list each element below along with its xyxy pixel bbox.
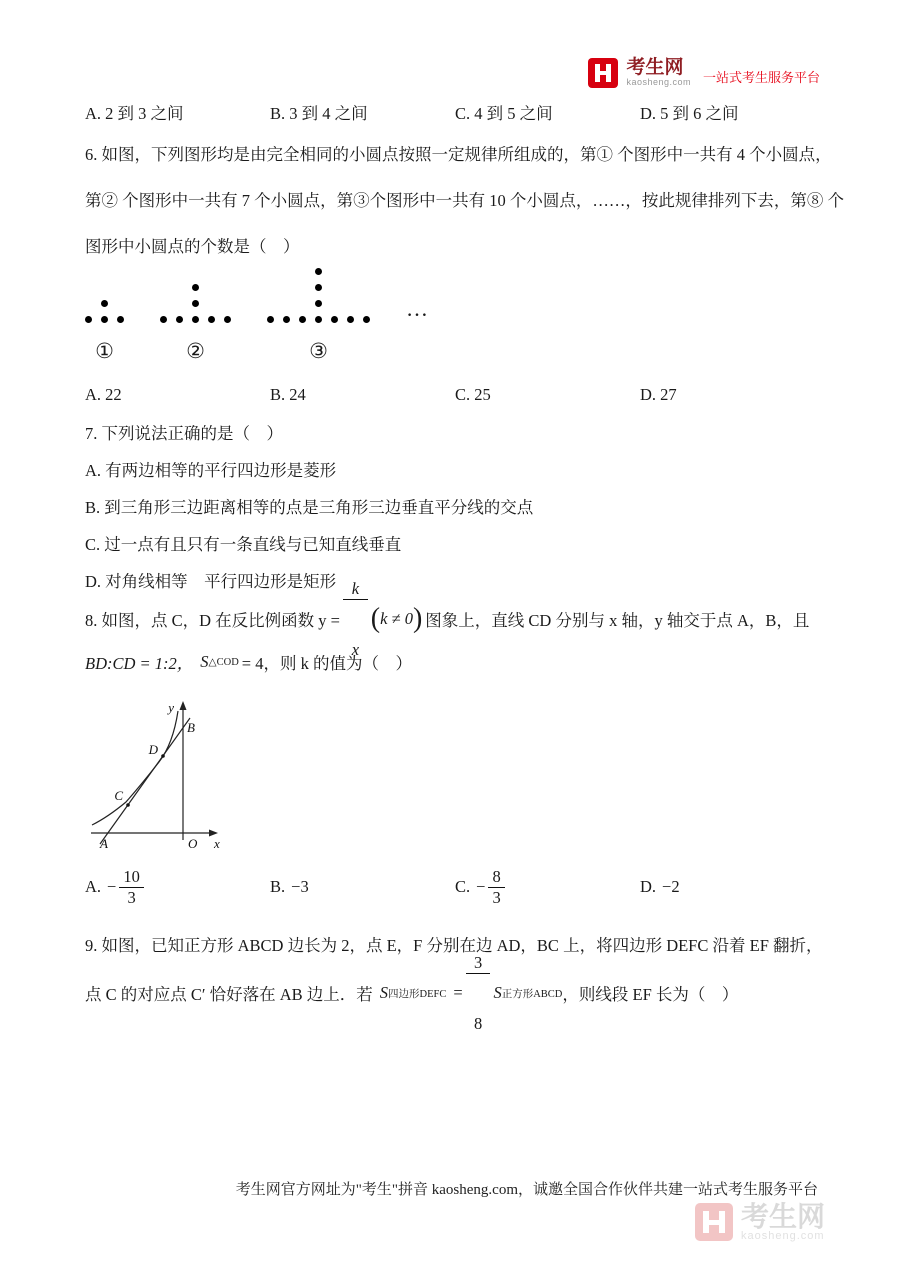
q7-option-c: C. 过一点有且只有一条直线与已知直线垂直: [85, 535, 402, 554]
dot-column: [101, 300, 108, 307]
option-value: −2: [662, 877, 680, 896]
option-label: A.: [85, 877, 102, 896]
kaosheng-logo: [588, 58, 820, 88]
dot-icon: [315, 300, 322, 307]
hyperbola-curve: [92, 711, 178, 825]
q8-stem-line2: [85, 645, 845, 679]
q6-figure-label: ③: [309, 339, 328, 363]
y-axis-arrow: [180, 701, 187, 710]
fraction-numerator: 10: [119, 867, 144, 888]
coordinate-plane: [88, 698, 228, 856]
q8-graph-figure: [88, 698, 228, 861]
option-label: D.: [640, 877, 657, 896]
footer-watermark-logo: [695, 1202, 825, 1243]
q8-option-d: [640, 862, 825, 912]
fraction-denominator: 8: [473, 1013, 483, 1033]
watermark-brand: 考生网: [740, 1201, 825, 1232]
point-D-label: D: [148, 742, 158, 757]
x-axis-label: x: [214, 836, 220, 851]
dot-icon: [315, 284, 322, 291]
footer-text: 考生网官方网址为"考生"拼音 kaosheng.com，诚邀全国合作伙伴共建一站式考生服务平台: [235, 1182, 818, 1198]
q8-stem1-pre: 8. 如图，点 C，D 在反比例函数 y =: [85, 611, 340, 630]
watermark-text: [741, 1202, 825, 1243]
dot-column: [315, 268, 322, 307]
q6-stem-line3: 图形中小圆点的个数是（ ）: [85, 237, 300, 256]
logo-bar: [595, 71, 611, 75]
point-C: [126, 803, 130, 807]
area-symbol: S: [493, 983, 502, 1002]
q8-ratio: BD:CD = 1:2，: [85, 654, 194, 673]
dot-icon: [208, 316, 215, 323]
q9-stem-line2: [85, 952, 845, 1033]
q6-option-c: C. 25: [455, 385, 491, 404]
q6-figure-label: ①: [95, 339, 114, 363]
dot-icon: [192, 300, 199, 307]
dot-icon: [331, 316, 338, 323]
q9-stem2-pre: 点 C 的对应点 C′ 恰好落在 AB 边上．若: [85, 985, 373, 1004]
origin-label: O: [188, 836, 198, 851]
option-label: B.: [270, 877, 286, 896]
minus-sign: −: [107, 877, 117, 896]
q6-option-b: B. 24: [270, 385, 306, 404]
fraction-10-over-3: [119, 867, 144, 908]
area-subscript-DEFC: 四边形DEFC: [388, 988, 447, 1000]
line-through-CD: [100, 718, 190, 844]
q7-option-d: D. 对角线相等 平行四边形是矩形: [85, 572, 337, 591]
dot-icon: [283, 316, 290, 323]
q8-stem2-post: = 4，则 k 的值为（ ）: [241, 654, 412, 673]
q5-option-d: D. 5 到 6 之间: [640, 104, 739, 123]
dot-icon: [101, 300, 108, 307]
point-C-label: C: [114, 788, 123, 803]
q6-dot-group: [267, 268, 370, 364]
fraction-denominator: 3: [492, 887, 501, 907]
area-symbol: S: [200, 652, 209, 671]
q7-option-b: B. 到三角形三边距离相等的点是三角形三边垂直平分线的交点: [85, 498, 534, 517]
watermark-logo-bar: [703, 1220, 725, 1225]
q6-stem-line2: 第② 个图形中一共有 7 个小圆点，第③个图形中一共有 10 个小圆点，……，按此规律排列下去，第⑧ 个: [85, 191, 844, 210]
option-label: C.: [455, 877, 471, 896]
brand-domain: kaosheng.com: [626, 77, 691, 88]
q8-option-a: [85, 862, 270, 912]
point-A-label: A: [100, 836, 108, 851]
q6-figure-label: ②: [186, 339, 205, 363]
fraction-8-over-3: [488, 867, 504, 908]
q6-figure-ellipsis: …: [406, 296, 430, 321]
watermark-logo-icon: [695, 1203, 733, 1241]
dot-icon: [160, 316, 167, 323]
q7-stem: 7. 下列说法正确的是（ ）: [85, 424, 283, 443]
dot-icon: [315, 268, 322, 275]
q7-block: [85, 415, 845, 600]
paren-open: (: [370, 603, 381, 634]
q5-options-row: [85, 100, 845, 124]
q6-options-row: [85, 385, 845, 405]
option-value: −3: [291, 877, 309, 896]
q6-option-d: D. 27: [640, 385, 677, 404]
q9-stem-line1: 9. 如图，已知正方形 ABCD 边长为 2，点 E，F 分别在边 AD，BC 上，将四边形 DEFC 沿着 EF 翻折，: [85, 936, 823, 955]
q6-dot-group: [160, 284, 231, 364]
area-symbol: S: [379, 983, 389, 1002]
dot-row: [267, 316, 370, 323]
dot-row: [85, 316, 124, 323]
q8-option-c: [455, 862, 640, 912]
q8-stem1-post: 图象上，直线 CD 分别与 x 轴，y 轴交于点 A，B，且: [425, 611, 810, 630]
dot-icon: [117, 316, 124, 323]
q6-stem: [85, 132, 845, 270]
fraction-denominator: 3: [127, 887, 136, 907]
dot-icon: [267, 316, 274, 323]
area-subscript: △COD: [208, 657, 239, 668]
brand-text: [626, 58, 691, 87]
paren-close: ): [412, 603, 423, 634]
dot-icon: [299, 316, 306, 323]
area-subscript-ABCD: 正方形ABCD: [501, 988, 563, 1000]
q6-stem-line1: 6. 如图，下列图形均是由完全相同的小圆点按照一定规律所组成的，第① 个图形中一共有 4 个小圆点，: [85, 145, 832, 164]
dot-icon: [192, 316, 199, 323]
fraction-denominator: x: [351, 639, 360, 659]
point-B-label: B: [187, 720, 195, 735]
minus-sign: −: [476, 877, 486, 896]
dot-icon: [315, 316, 322, 323]
q5-option-c: C. 4 到 5 之间: [455, 104, 553, 123]
y-axis-label: y: [168, 700, 174, 715]
watermark-domain: kaosheng.com: [740, 1230, 825, 1243]
q6-dot-group: [85, 300, 124, 364]
dot-icon: [224, 316, 231, 323]
q5-option-a: A. 2 到 3 之间: [85, 104, 184, 123]
brand-tagline: 一站式考生服务平台: [702, 70, 820, 85]
q9-stem2-post: ，则线段 EF 长为（ ）: [562, 985, 739, 1004]
q6-dot-figure: [85, 268, 430, 364]
fraction-numerator: 8: [488, 867, 504, 888]
q5-option-b: B. 3 到 4 之间: [270, 104, 368, 123]
brand-name: 考生网: [626, 57, 684, 79]
q8-option-b: [270, 862, 455, 912]
dot-row: [160, 316, 231, 323]
dot-icon: [176, 316, 183, 323]
fraction-numerator: k: [343, 579, 368, 600]
dot-column: [192, 284, 199, 307]
dot-icon: [85, 316, 92, 323]
q7-option-a: A. 有两边相等的平行四边形是菱形: [85, 461, 337, 480]
q6-option-a: A. 22: [85, 385, 122, 404]
equals-sign: =: [453, 983, 463, 1002]
dot-icon: [363, 316, 370, 323]
point-D: [161, 754, 165, 758]
dot-icon: [101, 316, 108, 323]
paren-condition: k ≠ 0: [380, 609, 413, 628]
dot-icon: [192, 284, 199, 291]
dot-icon: [347, 316, 354, 323]
fraction-numerator: 3: [466, 953, 491, 974]
kaosheng-logo-icon: [588, 58, 618, 88]
q8-options-row: [85, 862, 845, 912]
fraction-3-over-8: [466, 913, 491, 1074]
